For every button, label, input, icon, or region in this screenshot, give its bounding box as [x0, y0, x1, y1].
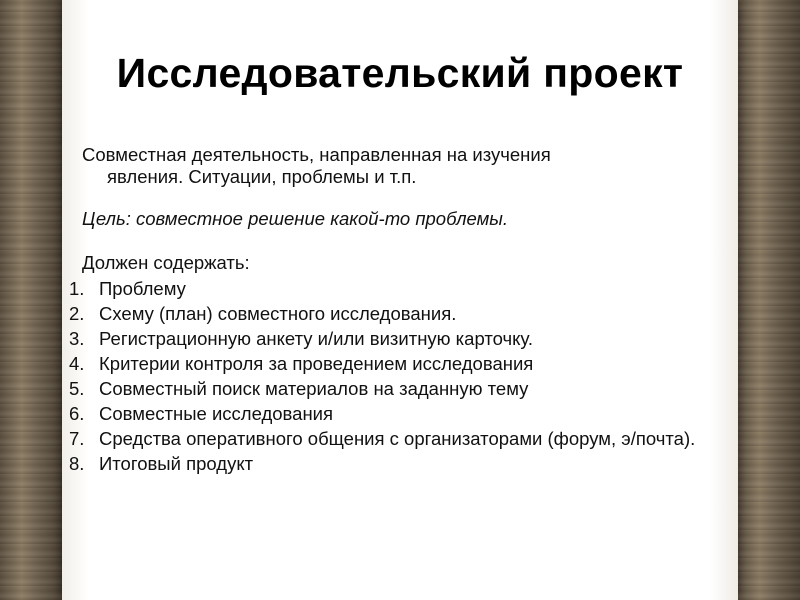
- wood-frame-right: [738, 0, 800, 600]
- list-item: [69, 403, 716, 425]
- list-item-number: 1.: [69, 278, 85, 299]
- list-item: [69, 428, 716, 450]
- list-intro: Должен содержать:: [82, 252, 250, 273]
- slide-paper: [62, 0, 738, 600]
- list-item-text: Критерии контроля за проведением исследования: [99, 353, 534, 374]
- goal-text: Цель: совместное решение какой-то проблемы.: [82, 208, 509, 229]
- requirements-list: [69, 278, 716, 475]
- list-item-number: 4.: [69, 353, 85, 374]
- list-item-text: Средства оперативного общения с организаторами (форум, э/почта).: [99, 428, 696, 449]
- list-item-number: 6.: [69, 403, 85, 424]
- slide-title: Исследовательский проект: [116, 50, 684, 96]
- list-item-text: Регистрационную анкету и/или визитную карточку.: [99, 328, 533, 349]
- list-item-text: Проблему: [99, 278, 186, 299]
- list-item: [69, 328, 716, 350]
- list-item: [69, 278, 716, 300]
- definition-line-1: Совместная деятельность, направленная на изучения: [82, 144, 551, 165]
- wood-frame-left: [0, 0, 62, 600]
- list-item: [69, 378, 716, 400]
- definition-line-2: явления. Ситуации, проблемы и т.п.: [107, 166, 417, 187]
- list-item-text: Итоговый продукт: [99, 453, 254, 474]
- list-item-text: Совместные исследования: [99, 403, 334, 424]
- list-item-text: Схему (план) совместного исследования.: [99, 303, 457, 324]
- list-item: [69, 353, 716, 375]
- list-item-number: 3.: [69, 328, 85, 349]
- list-item-number: 8.: [69, 453, 85, 474]
- list-item-text: Совместный поиск материалов на заданную тему: [99, 378, 529, 399]
- slide-content: [69, 144, 716, 478]
- list-item-number: 7.: [69, 428, 85, 449]
- list-item-number: 2.: [69, 303, 85, 324]
- list-item: [69, 453, 716, 475]
- list-item-number: 5.: [69, 378, 85, 399]
- list-item: [69, 303, 716, 325]
